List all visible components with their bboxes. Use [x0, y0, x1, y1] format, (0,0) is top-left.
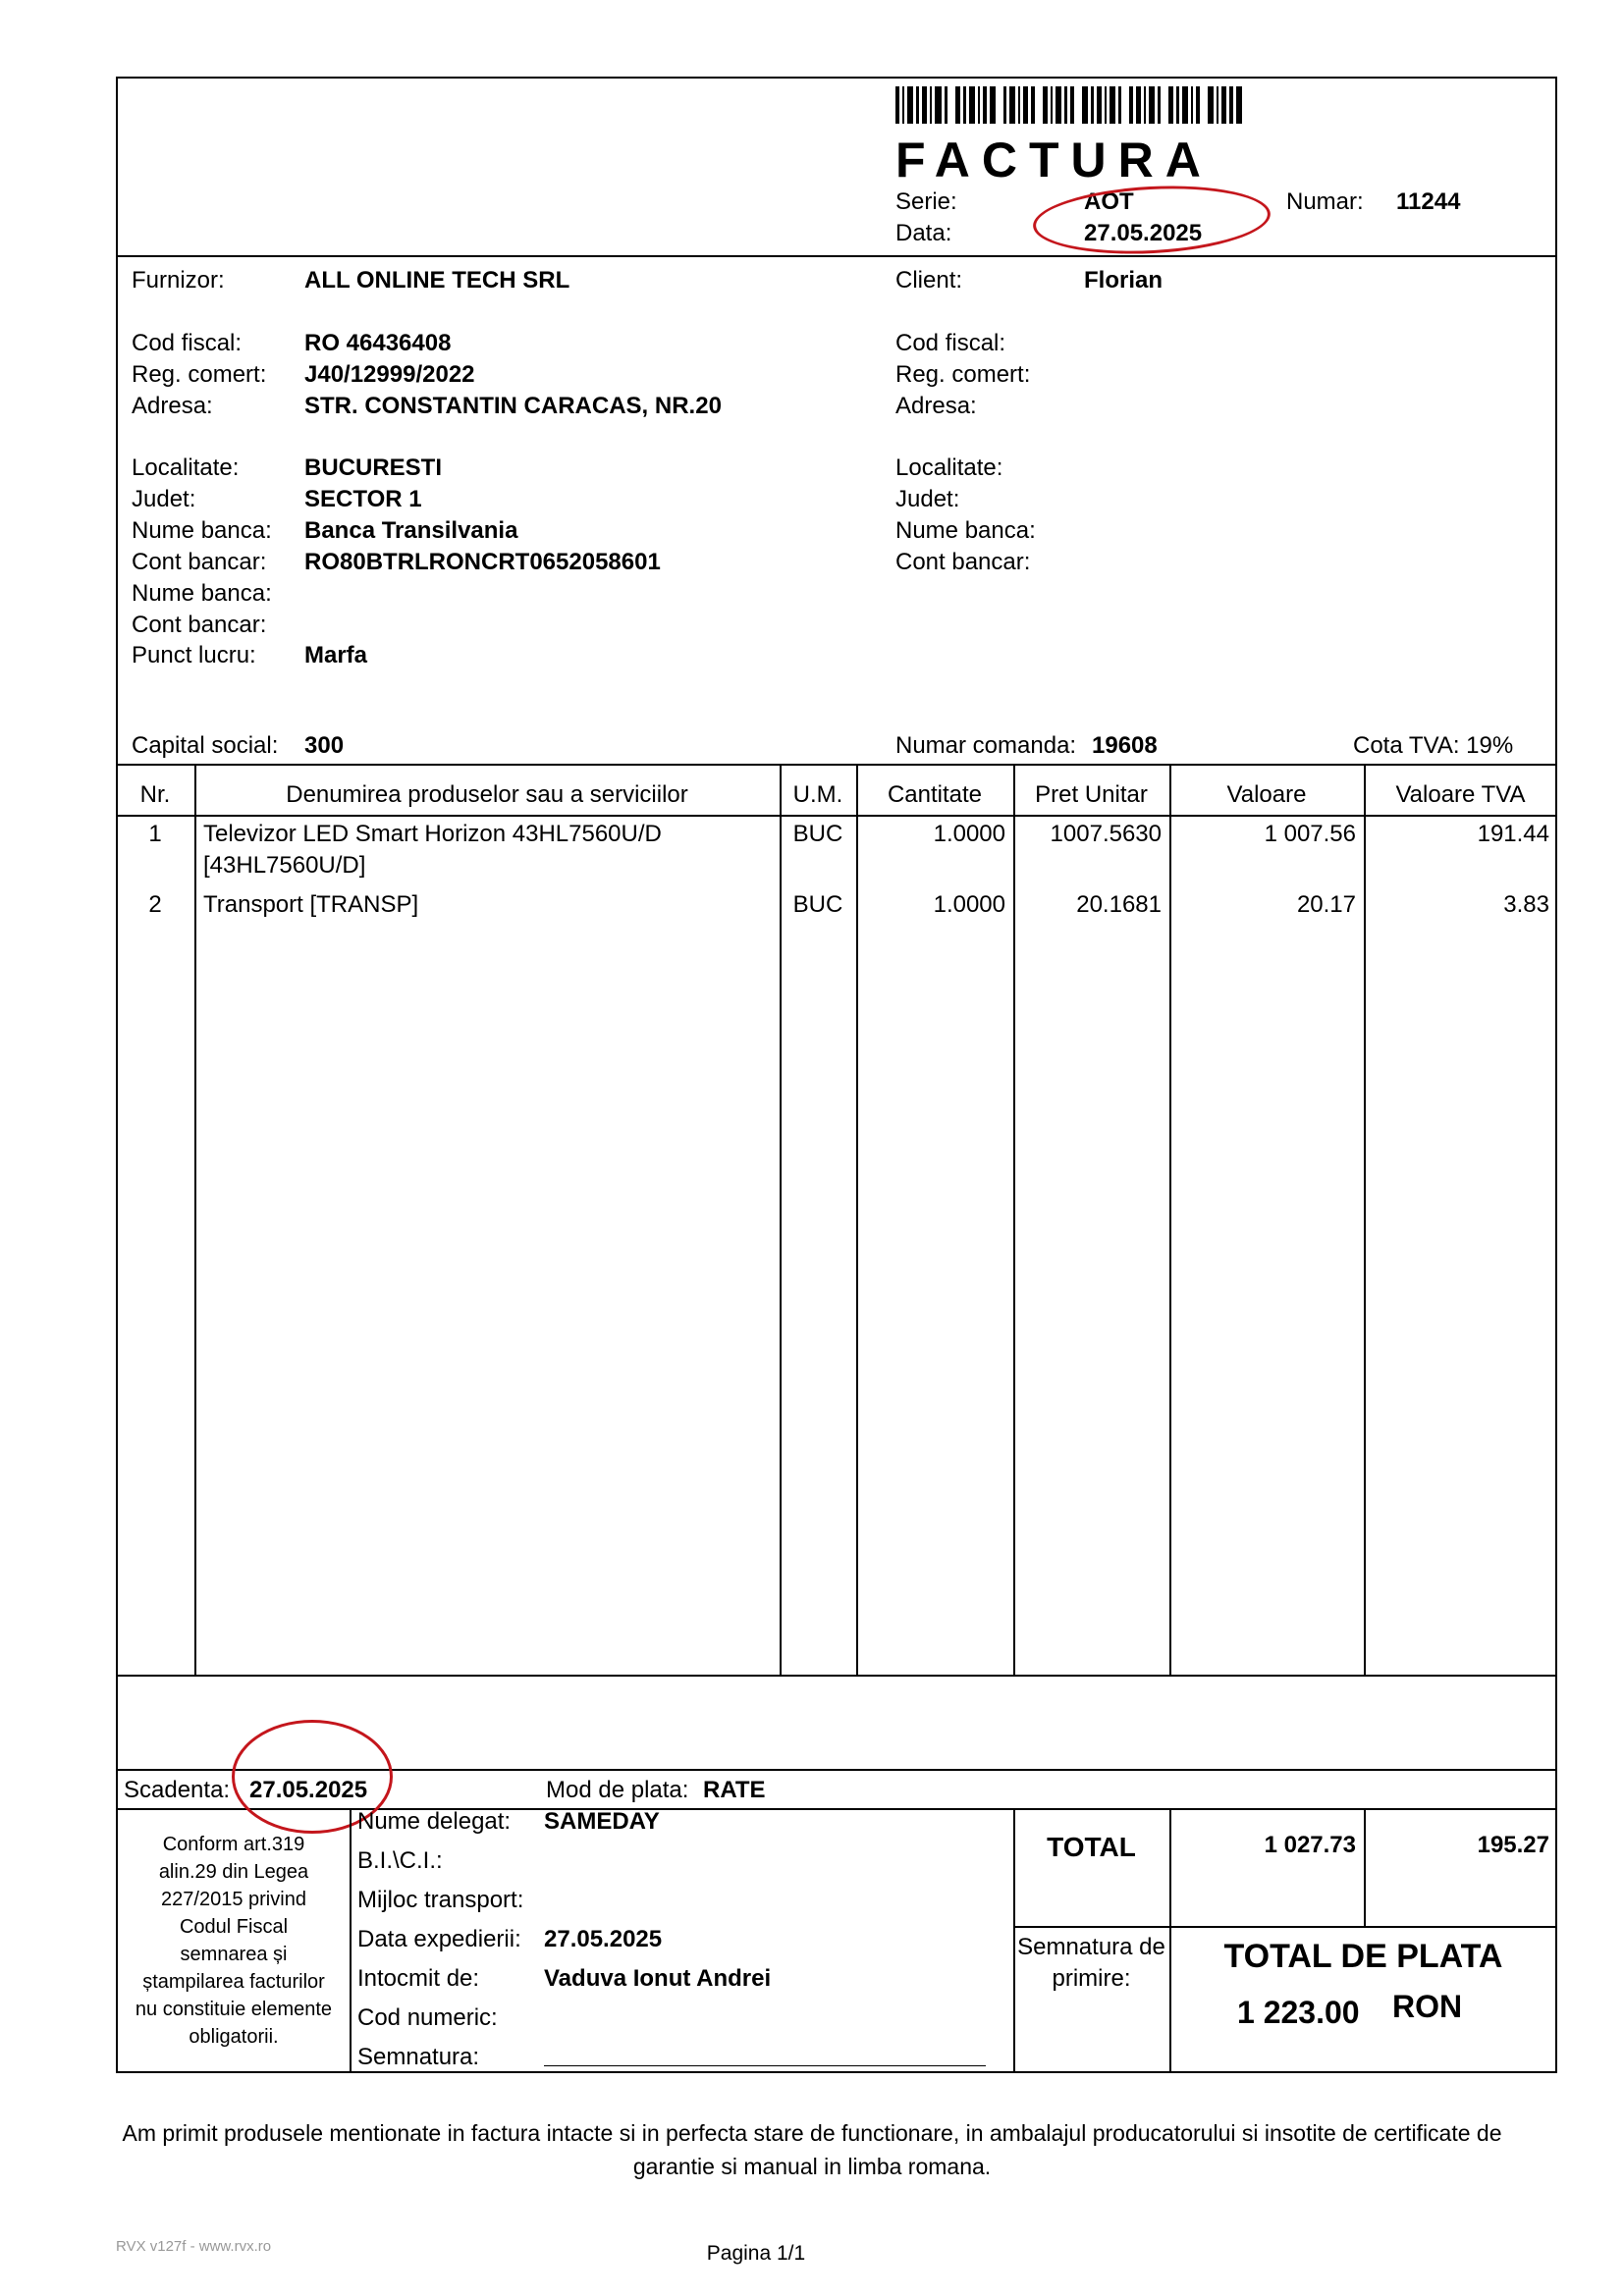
scadenta-value: 27.05.2025 — [249, 1777, 368, 1803]
row1-um: BUC — [792, 821, 843, 847]
th-cantitate: Cantitate — [887, 781, 983, 808]
row2-price: 20.1681 — [1076, 891, 1162, 918]
mijloc-transport-label: Mijloc transport: — [357, 1887, 524, 1913]
th-um: U.M. — [792, 781, 843, 808]
numar-value: 11244 — [1396, 188, 1461, 215]
furnizor-label: Furnizor: — [132, 267, 225, 294]
row2-value: 20.17 — [1296, 891, 1356, 918]
th-denumire: Denumirea produselor sau a serviciilor — [286, 781, 688, 808]
receipt-note-2: garantie si manual in limba romana. — [632, 2154, 992, 2179]
row2-um: BUC — [792, 891, 843, 918]
table-top-line — [116, 764, 1557, 766]
th-valoare: Valoare — [1226, 781, 1307, 808]
intocmit-label: Intocmit de: — [357, 1965, 480, 1992]
supplier-cod-fiscal: RO 46436408 — [304, 330, 452, 356]
supplier-reg-comert-label: Reg. comert: — [132, 361, 267, 388]
client-value: Florian — [1084, 267, 1164, 294]
supplier-nume-banca-label: Nume banca: — [132, 517, 272, 544]
th-pret: Pret Unitar — [1035, 781, 1148, 808]
client-cont-bancar-label: Cont bancar: — [895, 549, 1031, 575]
nume-delegat-value: SAMEDAY — [544, 1808, 660, 1835]
legal-note-2: alin.29 din Legea — [158, 1861, 309, 1883]
cod-numeric-label: Cod numeric: — [357, 2004, 498, 2031]
total-plata-label: TOTAL DE PLATA — [1223, 1938, 1503, 1975]
mod-plata-label: Mod de plata: — [546, 1777, 689, 1803]
supplier-cont-bancar: RO80BTRLRONCRT0652058601 — [304, 549, 661, 575]
supplier-nume-banca2-label: Nume banca: — [132, 580, 272, 607]
row1-value: 1 007.56 — [1264, 821, 1356, 847]
client-nume-banca-label: Nume banca: — [895, 517, 1036, 544]
capital-value: 300 — [304, 732, 345, 759]
legal-note-4: Codul Fiscal — [179, 1916, 289, 1938]
supplier-punct-lucru-label: Punct lucru: — [132, 642, 256, 668]
client-reg-comert-label: Reg. comert: — [895, 361, 1031, 388]
client-judet-label: Judet: — [895, 486, 960, 512]
footer-col-vat — [1364, 1808, 1366, 1926]
header-divider — [116, 255, 1351, 257]
header-divider-right — [1351, 255, 1557, 257]
row1-nr: 1 — [148, 821, 162, 847]
page-number: Pagina 1/1 — [706, 2242, 806, 2265]
client-localitate-label: Localitate: — [895, 454, 1003, 481]
client-label: Client: — [895, 267, 963, 294]
total-label: TOTAL — [1047, 1832, 1136, 1862]
legal-note-1: Conform art.319 — [162, 1834, 305, 1855]
total-value: 1 027.73 — [1264, 1832, 1356, 1858]
software-credit: RVX v127f - www.rvx.ro — [116, 2238, 272, 2255]
footer-col-legal — [350, 1808, 352, 2073]
furnizor-value: ALL ONLINE TECH SRL — [304, 267, 570, 294]
numar-label: Numar: — [1286, 188, 1364, 215]
serie-label: Serie: — [895, 188, 957, 215]
th-valoare-tva: Valoare TVA — [1395, 781, 1526, 808]
row1-name: Televizor LED Smart Horizon 43HL7560U/D — [203, 821, 662, 847]
supplier-judet-label: Judet: — [132, 486, 196, 512]
client-cod-fiscal-label: Cod fiscal: — [895, 330, 1006, 356]
supplier-nume-banca: Banca Transilvania — [304, 517, 518, 544]
signature-line — [544, 2065, 986, 2066]
client-adresa-label: Adresa: — [895, 393, 977, 419]
th-nr: Nr. — [139, 781, 171, 808]
semnatura-primire-2: primire: — [1052, 1965, 1131, 1992]
total-plata-currency: RON — [1392, 1989, 1463, 2024]
table-header-line — [116, 815, 1557, 817]
supplier-judet: SECTOR 1 — [304, 486, 422, 512]
intocmit-value: Vaduva Ionut Andrei — [544, 1965, 772, 1992]
row1-vat: 191.44 — [1477, 821, 1549, 847]
nume-delegat-label: Nume delegat: — [357, 1808, 512, 1835]
row1-name-code: [43HL7560U/D] — [203, 852, 366, 879]
receipt-note-1: Am primit produsele mentionate in factura intacte si in perfecta stare de functionare, in ambalajul producatorului si insotite de certificate de — [122, 2120, 1502, 2146]
numar-comanda-label: Numar comanda: — [895, 732, 1077, 759]
legal-note-8: obligatorii. — [189, 2026, 279, 2048]
semnatura-label: Semnatura: — [357, 2044, 480, 2070]
scadenta-label: Scadenta: — [124, 1777, 231, 1803]
data-label: Data: — [895, 220, 952, 246]
row2-qty: 1.0000 — [933, 891, 1005, 918]
row2-vat: 3.83 — [1503, 891, 1549, 918]
supplier-punct-lucru: Marfa — [304, 642, 368, 668]
serie-value: AOT — [1084, 188, 1134, 215]
table-bottom-line — [116, 1675, 1557, 1677]
legal-note-5: semnarea și — [180, 1944, 288, 1965]
row1-price: 1007.5630 — [1050, 821, 1162, 847]
supplier-cont-bancar2-label: Cont bancar: — [132, 612, 267, 638]
bici-label: B.I.\C.I.: — [357, 1847, 443, 1874]
semnatura-primire-1: Semnatura de — [1017, 1934, 1165, 1960]
row2-name: Transport [TRANSP] — [203, 891, 419, 918]
invoice-title: FACTURA — [895, 133, 1213, 187]
supplier-cont-bancar-label: Cont bancar: — [132, 549, 267, 575]
legal-note-3: 227/2015 privind — [161, 1889, 306, 1910]
supplier-localitate: BUCURESTI — [304, 454, 443, 481]
row1-qty: 1.0000 — [933, 821, 1005, 847]
total-vat: 195.27 — [1477, 1832, 1549, 1858]
data-expedierii-value: 27.05.2025 — [544, 1926, 663, 1952]
legal-note-7: nu constituie elemente — [135, 1999, 333, 2020]
numar-comanda-value: 19608 — [1092, 732, 1158, 759]
supplier-adresa-label: Adresa: — [132, 393, 213, 419]
data-expedierii-label: Data expedierii: — [357, 1926, 521, 1952]
data-value: 27.05.2025 — [1084, 220, 1203, 246]
row2-nr: 2 — [148, 891, 162, 918]
total-plata-value: 1 223.00 — [1237, 1995, 1360, 2030]
mod-plata-value: RATE — [703, 1777, 766, 1803]
supplier-localitate-label: Localitate: — [132, 454, 240, 481]
footer-total-divider — [1013, 1926, 1557, 1928]
supplier-reg-comert: J40/12999/2022 — [304, 361, 475, 388]
cota-tva: Cota TVA: 19% — [1353, 732, 1514, 759]
capital-label: Capital social: — [132, 732, 279, 759]
supplier-cod-fiscal-label: Cod fiscal: — [132, 330, 243, 356]
col-line-1 — [194, 764, 196, 1675]
supplier-adresa: STR. CONSTANTIN CARACAS, NR.20 — [304, 393, 722, 419]
legal-note-6: ștampilarea facturilor — [142, 1971, 325, 1993]
